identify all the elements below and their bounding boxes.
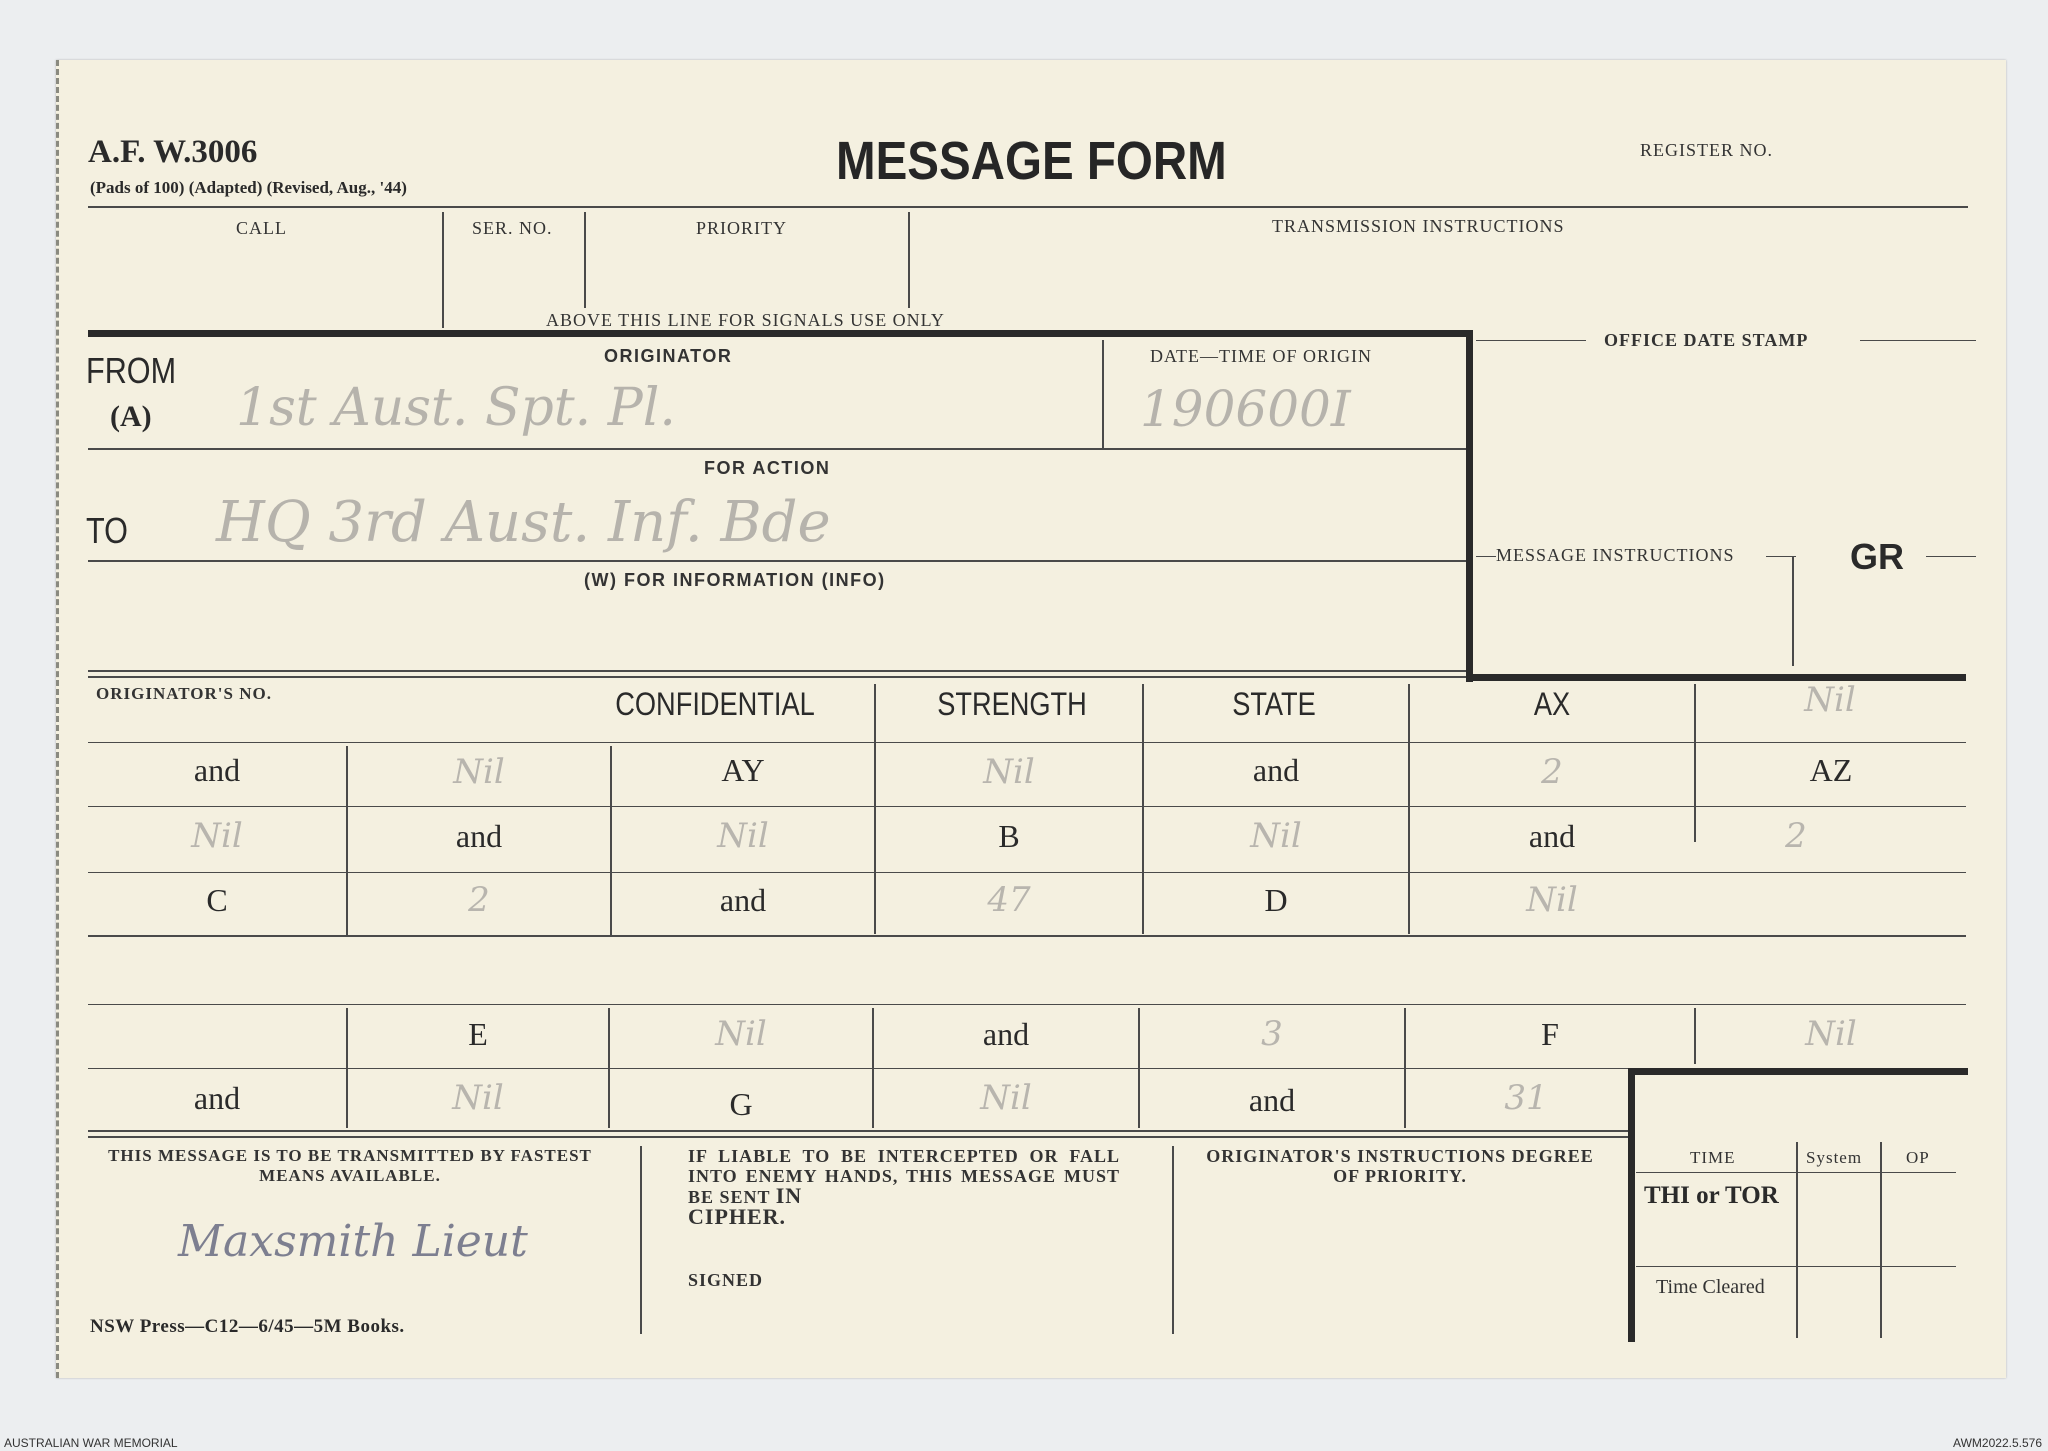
row2-cell6: and (1528, 818, 1576, 854)
row2-cell7: 2 (1785, 816, 1807, 856)
to-label: TO (86, 510, 128, 551)
for-information-label: (W) FOR INFORMATION (INFO) (584, 570, 886, 590)
caption-right: AWM2022.5.576 (1953, 1436, 2042, 1450)
call-label: CALL (236, 218, 287, 238)
row2-cell2: and (455, 818, 503, 854)
from-sub-label: (A) (110, 400, 152, 433)
signed-label: SIGNED (688, 1270, 764, 1290)
thi-tor-label: THI or TOR (1644, 1182, 1779, 1209)
originators-no-label: ORIGINATOR'S NO. (96, 684, 272, 703)
row2-cell4: B (998, 818, 1020, 854)
form-subtitle: (Pads of 100) (Adapted) (Revised, Aug., '44) (90, 178, 407, 197)
fastest-means-note: THIS MESSAGE IS TO BE TRANSMITTED BY FASTEST MEANS AVAILABLE. (108, 1146, 592, 1185)
row2-cell5: Nil (1250, 816, 1302, 856)
row1-cell1: and (193, 752, 241, 788)
row5-cell6: 31 (1504, 1078, 1548, 1118)
form-code: A.F. W.3006 (88, 134, 258, 170)
row5-cell5: and (1248, 1082, 1296, 1118)
signature: Maxsmith Lieut (178, 1216, 528, 1267)
row3-cell2: 2 (468, 880, 490, 920)
head-state: STATE (1232, 686, 1316, 722)
perforated-edge (56, 60, 59, 1378)
head-strength: STRENGTH (937, 686, 1087, 722)
caption-left: AUSTRALIAN WAR MEMORIAL (4, 1436, 178, 1450)
originators-instructions-label: ORIGINATOR'S INSTRUCTIONS DEGREE OF PRIORITY. (1206, 1146, 1594, 1186)
row3-cell4: 47 (987, 880, 1031, 920)
row1-cell5: and (1252, 752, 1300, 788)
office-date-stamp-label: OFFICE DATE STAMP (1604, 330, 1809, 350)
ser-no-label: SER. NO. (472, 218, 553, 238)
title-rule (88, 206, 1968, 208)
row3-cell3: and (719, 882, 767, 918)
main-box-right (1466, 330, 1473, 682)
row3-cell6: Nil (1526, 880, 1578, 920)
row3-cell5: D (1264, 882, 1288, 918)
row4-cell4: 3 (1261, 1014, 1283, 1054)
time-cleared-label: Time Cleared (1656, 1276, 1765, 1298)
row5-cell1: and (193, 1080, 241, 1116)
date-time-origin-value: 190600I (1140, 380, 1351, 438)
intercept-note: IF LIABLE TO BE INTERCEPTED OR FALL INTO ENEMY HANDS, THIS MESSAGE MUST BE SENT IN CIPHER. (688, 1146, 1120, 1229)
row1-cell2: Nil (453, 752, 505, 792)
time-box-left (1628, 1068, 1635, 1342)
transmission-instructions-label: TRANSMISSION INSTRUCTIONS (1272, 216, 1565, 236)
row3-cell1: C (206, 882, 228, 918)
row1-cell3: AY (721, 752, 765, 788)
ax-value: Nil (1804, 680, 1856, 720)
row4-cell6: Nil (1805, 1014, 1857, 1054)
row2-cell1: Nil (191, 816, 243, 856)
date-time-origin-label: DATE—TIME OF ORIGIN (1150, 346, 1372, 366)
row4-cell3: and (982, 1016, 1030, 1052)
to-value: HQ 3rd Aust. Inf. Bde (216, 490, 831, 555)
row4-cell1: E (468, 1016, 488, 1052)
register-no-label: REGISTER NO. (1640, 140, 1773, 160)
row1-cell6: 2 (1541, 752, 1563, 792)
for-action-label: FOR ACTION (704, 458, 831, 478)
time-box-top (1628, 1068, 1968, 1075)
time-label: TIME (1690, 1148, 1736, 1167)
row5-cell4: Nil (980, 1078, 1032, 1118)
from-label: FROM (86, 350, 177, 391)
head-confidential: CONFIDENTIAL (615, 686, 815, 722)
system-label: System (1806, 1148, 1863, 1167)
row5-cell2: Nil (452, 1078, 504, 1118)
row1-cell4: Nil (983, 752, 1035, 792)
head-ax: AX (1533, 686, 1571, 722)
main-box-top (88, 330, 1472, 337)
press-imprint: NSW Press—C12—6/45—5M Books. (90, 1316, 405, 1337)
originator-label: ORIGINATOR (604, 346, 733, 366)
op-label: OP (1906, 1148, 1930, 1167)
row4-cell5: F (1541, 1016, 1559, 1052)
priority-label: PRIORITY (696, 218, 788, 238)
form-title: MESSAGE FORM (836, 131, 1227, 191)
row2-cell3: Nil (717, 816, 769, 856)
row5-cell3: G (729, 1086, 753, 1122)
above-line-note: ABOVE THIS LINE FOR SIGNALS USE ONLY (546, 310, 945, 330)
message-instructions-label: MESSAGE INSTRUCTIONS (1496, 545, 1735, 565)
row4-cell2: Nil (715, 1014, 767, 1054)
gr-label: GR (1850, 536, 1904, 577)
originator-value: 1st Aust. Spt. Pl. (236, 378, 676, 438)
row1-cell7: AZ (1809, 752, 1853, 788)
